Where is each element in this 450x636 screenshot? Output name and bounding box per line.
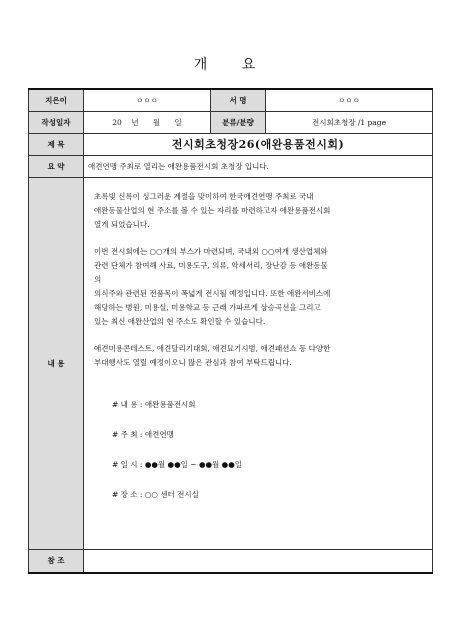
title-char-2: 요 [241, 57, 257, 73]
paragraph-line: 의식주와 관련된 전품목이 폭넓게 전시될 예정입니다. 또한 애완서비스에 [94, 288, 331, 298]
reference-value[interactable] [84, 549, 433, 573]
paragraph-line: 애견미용콘테스트, 애견달리기대회, 애견묘기시범, 애견패션쇼 등 다양한 [94, 343, 331, 353]
event-info-host: # 주 최 : 애견연맹 [112, 429, 174, 439]
paragraph-line: 부대행사도 열릴 예정이오니 많은 관심과 참여 부탁드립니다. [94, 357, 292, 367]
paragraph-3 [94, 342, 422, 370]
paragraph-line: 관련 단체가 참여해 사료, 미용도구, 의류, 악세서리, 장난감 등 애완동물 [94, 260, 328, 270]
date-month-unit: 월 [152, 117, 161, 127]
author-label: 지은이 [29, 89, 84, 111]
date-day-unit: 일 [174, 117, 182, 127]
paragraph-line: 애완동물산업의 현 주소를 볼 수 있는 자리를 마련하고자 애완용품전시회 [94, 205, 331, 215]
subject-row [29, 133, 433, 155]
paragraph-1 [94, 190, 422, 232]
author-value[interactable]: ㅇㅇㅇ [84, 89, 211, 111]
reference-row [29, 549, 433, 573]
content-body[interactable] [84, 177, 433, 549]
summary-value[interactable]: 애견연맹 주최로 열리는 애완용품전시회 초청장 입니다. [84, 155, 433, 177]
paragraph-line: 있는 최신 애완산업의 현 주소도 확인할 수 있습니다. [94, 316, 266, 326]
date-value[interactable] [84, 111, 211, 133]
author-row [29, 89, 433, 111]
paragraph-line: 초록빛 신록이 싱그러운 계절을 맞이하여 한국애견연맹 주최로 국내 [94, 191, 314, 201]
summary-label: 요 약 [29, 155, 84, 177]
date-year-unit: 년 [131, 117, 139, 127]
paragraph-line: 열게 되었습니다. [94, 219, 150, 229]
paragraph-line: 이번 전시회에는 ○○개의 부스가 마련되며, 국내외 ○○여개 생산업체와 [94, 246, 328, 256]
subject-value[interactable]: 전시회초청장26(애완용품전시회) [84, 133, 433, 155]
subject-label: 제 목 [29, 133, 84, 155]
event-info-venue: # 장 소 : ○○ 센터 전시실 [112, 489, 199, 499]
content-label: 내 용 [29, 177, 84, 549]
date-label: 작성일자 [29, 111, 84, 133]
paragraph-line: 해당하는 병원, 미용실, 미용학교 등 근래 가파르게 상승곡선을 그리고 [94, 302, 321, 312]
date-year: 20 [112, 117, 122, 127]
reference-label: 참 조 [29, 549, 84, 573]
title-char-1: 개 [193, 57, 209, 73]
paragraph-2 [94, 245, 422, 329]
category-value[interactable]: 전시회초청장 /1 page [266, 111, 433, 133]
event-info-name: # 내 용 : 애완용품전시회 [112, 399, 196, 409]
signature-label: 서 명 [211, 89, 266, 111]
document-title [0, 54, 450, 74]
category-label: 분류/분량 [211, 111, 266, 133]
event-info-date: # 일 시 : ●●월 ●●일 ~ ●●월 ●●일 [112, 459, 242, 469]
date-row [29, 111, 433, 133]
paragraph-line: 의 [94, 274, 102, 284]
event-info-list [94, 398, 422, 502]
signature-value[interactable]: ㅇㅇㅇ [266, 89, 433, 111]
content-row [29, 177, 433, 549]
overview-form-table [28, 88, 433, 574]
summary-row [29, 155, 433, 177]
